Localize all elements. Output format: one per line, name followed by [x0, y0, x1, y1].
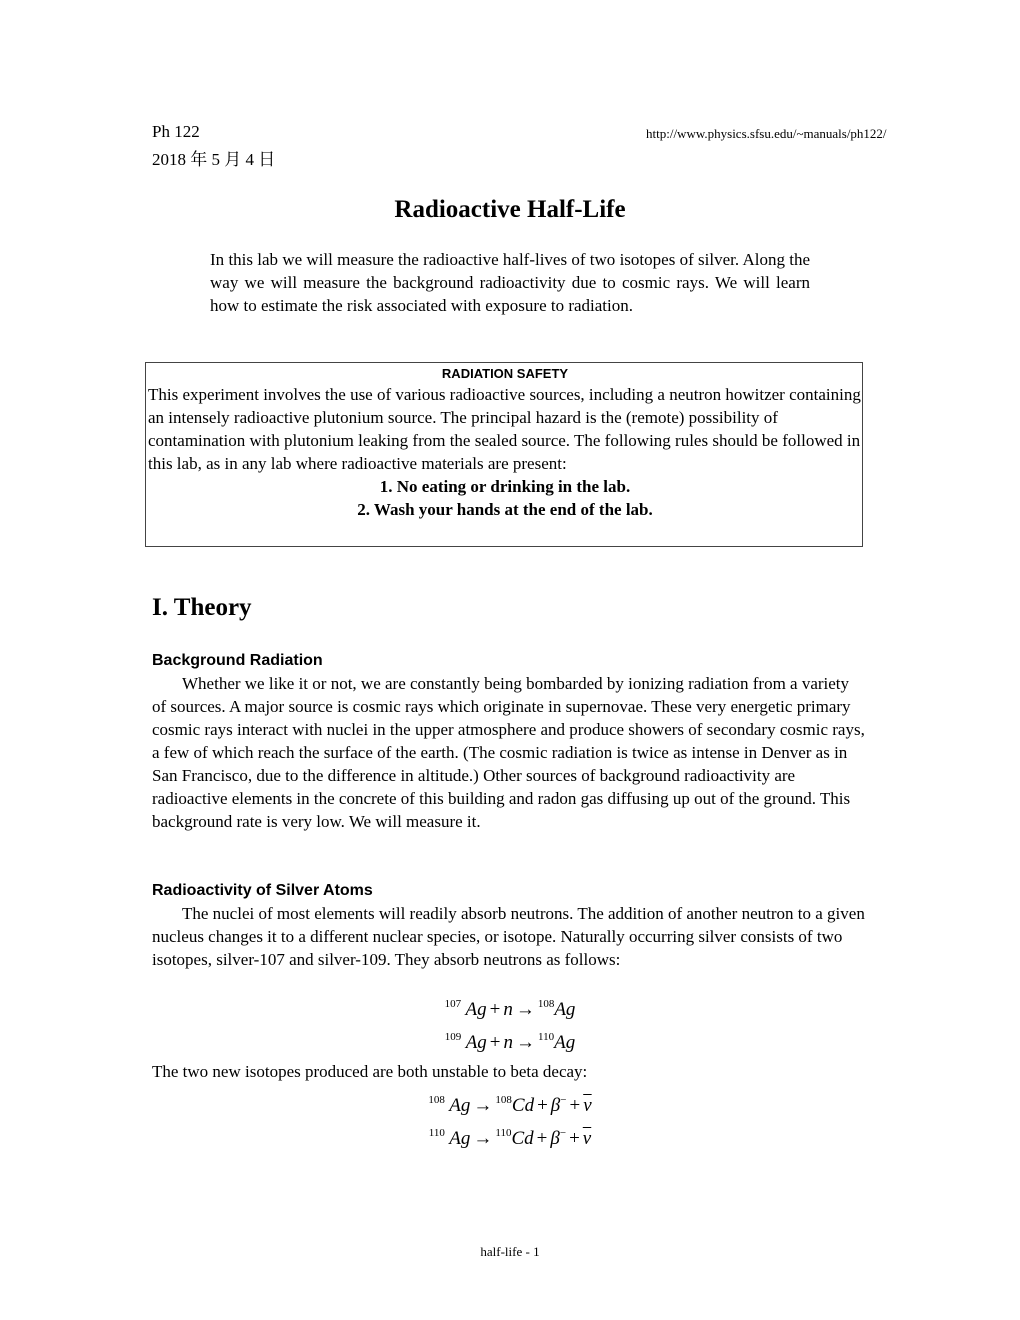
mass-number: 108 — [428, 1094, 445, 1106]
element: Ag — [554, 1032, 576, 1053]
mass-number: 110 — [538, 1031, 555, 1043]
antineutrino: $\overline{\nu}$ — [583, 1095, 592, 1116]
equation-decay-108 — [0, 1094, 1020, 1117]
element: Ag — [449, 1128, 471, 1149]
paragraph: Whether we like it or not, we are constantly being bombarded by ionizing radiation from a variety of sources. A major source is cosmic rays which originate in supernovae. These very energetic primary cosmic rays interact with nuclei in the upper atmosphere and produce showers of secondary cosmic rays, a few of which reach the surface of the earth. (The cosmic radiation is twice as intense in Denver as in San Francisco, due to the difference in altitude.) Other sources of background radioactivity are radioactive elements in the concrete of this building and radon gas diffusing up out of the ground. This background rate is very low. We will measure it. — [152, 674, 865, 831]
decay-intro: The two new isotopes produced are both unstable to beta decay: — [152, 1062, 588, 1081]
mass-number: 108 — [537, 998, 555, 1010]
mass-number: 108 — [495, 1094, 512, 1106]
course-label: Ph 122 — [152, 122, 200, 141]
paragraph: The nuclei of most elements will readily absorb neutrons. The addition of another neutron to a given nucleus changes it to a different nuclear species, or isotope. Naturally occurring silver consists of two isotopes, silver-107 and silver-109. They absorb neutrons as follows: — [152, 904, 865, 969]
equation-decay-110 — [0, 1127, 1020, 1150]
element: Ag — [449, 1095, 471, 1116]
element: Ag — [465, 999, 487, 1020]
operator: + — [569, 1095, 581, 1116]
neutron: n — [503, 999, 513, 1020]
safety-rule: 1. No eating or drinking in the lab. — [379, 477, 631, 496]
element: Cd — [511, 1095, 535, 1116]
arrow: → — [473, 1095, 493, 1116]
safety-title: RADIATION SAFETY — [441, 366, 569, 381]
element: Cd — [511, 1128, 534, 1149]
charge: − — [559, 1127, 567, 1139]
neutron: n — [503, 1032, 514, 1053]
header-url: http://www.physics.sfsu.edu/~manuals/ph122/ — [646, 126, 887, 141]
antineutrino: $\overline{\nu}$ — [582, 1128, 592, 1149]
equation-absorption-109 — [0, 1031, 1020, 1054]
mass-number: 110 — [495, 1127, 512, 1139]
charge: − — [560, 1094, 567, 1106]
subsection-heading: Radioactivity of Silver Atoms — [152, 882, 373, 899]
operator: + — [489, 1032, 501, 1053]
page-footer: half-life - 1 — [480, 1244, 540, 1259]
silver-section — [152, 879, 866, 971]
radiation-safety-box — [145, 362, 863, 547]
arrow: → — [515, 999, 535, 1020]
safety-text: This experiment involves the use of various radioactive sources, including a neutron howitzer containing an intensely radioactive plutonium source. The principal hazard is the (remote) possibility of contamination with plutonium leaking from the sealed source. The following rules should be followed in this lab, as in any lab where radioactive materials are present: — [148, 385, 861, 473]
mass-number: 109 — [444, 1031, 462, 1043]
equation-absorption-107 — [0, 998, 1020, 1021]
beta: β — [550, 1128, 560, 1149]
operator: + — [536, 1128, 548, 1149]
operator: + — [489, 999, 501, 1020]
mass-number: 107 — [444, 998, 462, 1010]
beta: β — [550, 1095, 561, 1116]
background-radiation-section — [152, 649, 866, 833]
abstract: In this lab we will measure the radioactive half-lives of two isotopes of silver. Along the way we will measure the background radioactivity due to cosmic rays. We will learn how to estimate the risk associated with exposure to radiation. — [210, 250, 810, 315]
section-heading: I. Theory — [152, 594, 252, 621]
element: Ag — [554, 999, 576, 1020]
header-date: 2018 年 5 月 4 日 — [152, 150, 276, 169]
safety-rule: 2. Wash your hands at the end of the lab. — [357, 500, 653, 519]
subsection-heading: Background Radiation — [152, 652, 323, 669]
mass-number: 110 — [428, 1127, 445, 1139]
document-title: Radioactive Half-Life — [394, 196, 626, 223]
operator: + — [569, 1128, 580, 1149]
arrow: → — [516, 1032, 536, 1053]
element: Ag — [465, 1032, 487, 1053]
arrow: → — [473, 1128, 493, 1149]
operator: + — [537, 1095, 548, 1116]
